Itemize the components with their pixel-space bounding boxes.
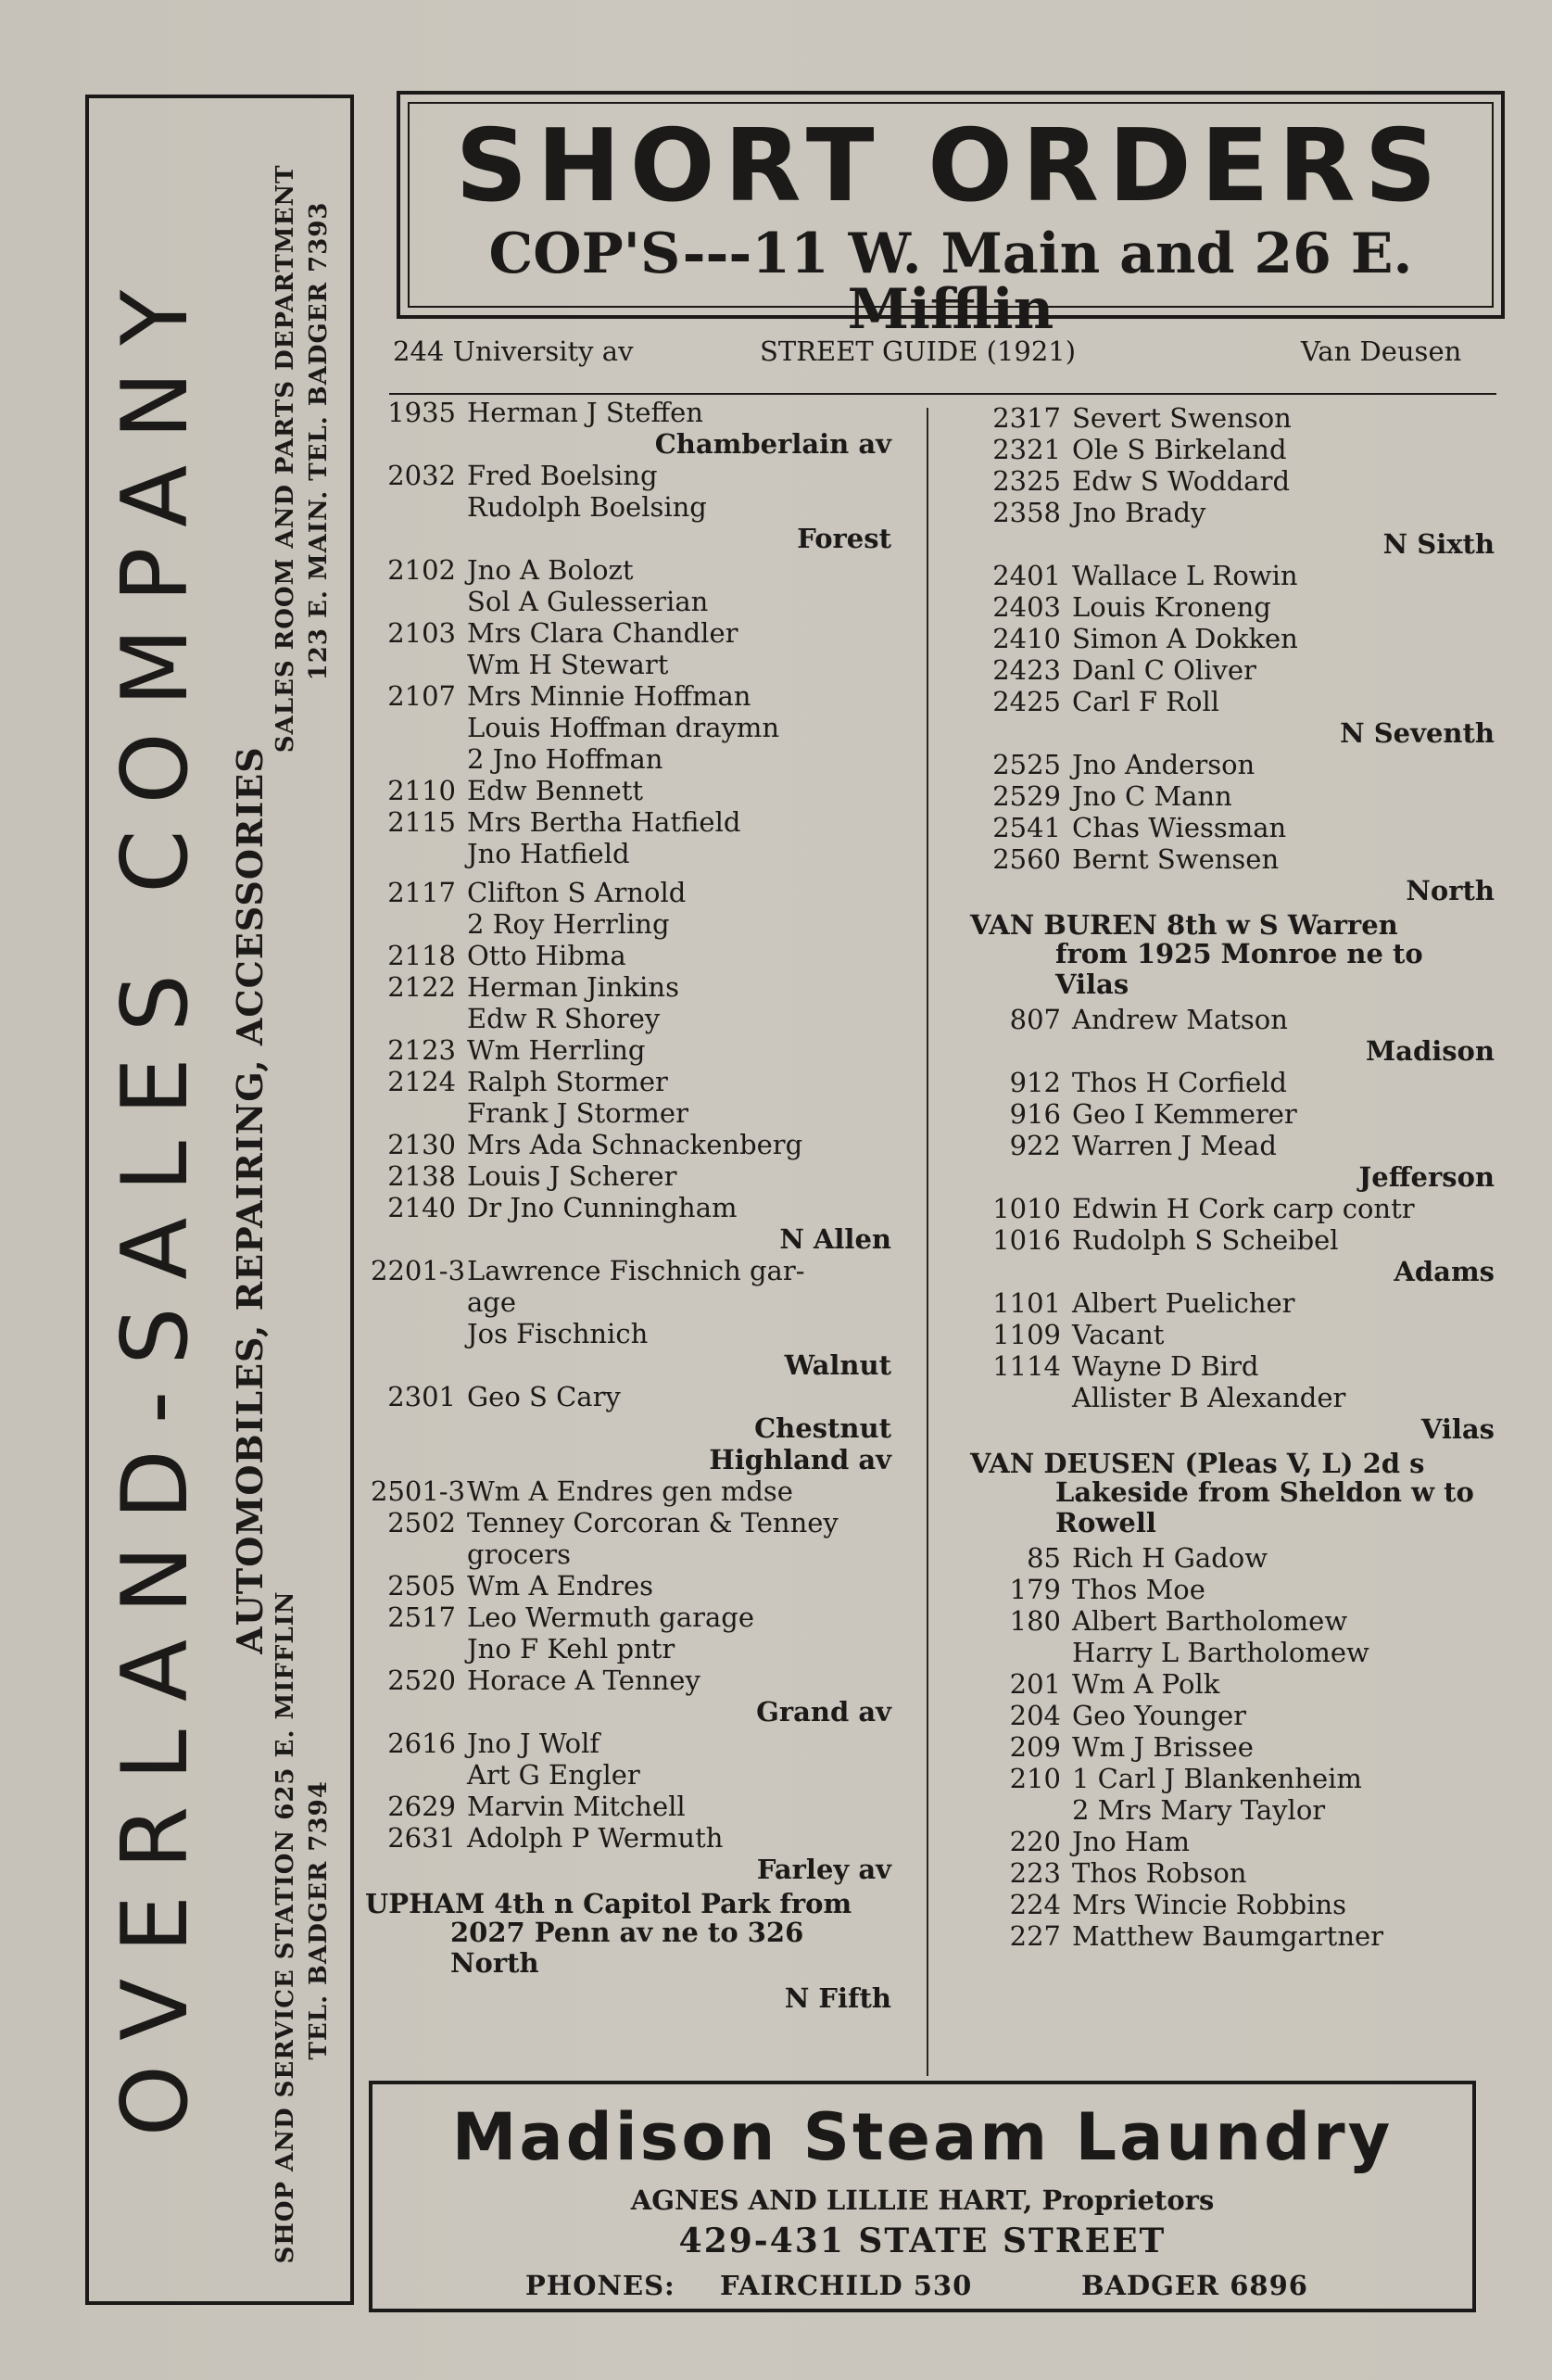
listing-entry: [371, 940, 891, 971]
resident-name: Chas Wiessman: [1072, 812, 1287, 843]
house-number: 1016: [992, 1224, 1061, 1256]
listing-entry: [976, 1889, 1495, 1920]
listing-entry: [371, 1286, 891, 1318]
listing-entry: [976, 1857, 1495, 1889]
resident-name: Wm J Brissee: [1072, 1731, 1254, 1763]
house-number: 2317: [992, 402, 1061, 434]
resident-name: Lawrence Fischnich gar-: [467, 1255, 805, 1286]
resident-name: Horace A Tenney: [467, 1665, 700, 1696]
listing-entry: [371, 1570, 891, 1601]
house-number: 2358: [992, 497, 1061, 528]
house-number: 2123: [387, 1034, 456, 1066]
street-heading: [970, 1448, 1495, 1538]
listing-entry: [976, 1193, 1495, 1224]
house-number: 2032: [387, 460, 456, 491]
house-number: 2401: [992, 560, 1061, 591]
resident-name: Jno C Mann: [1072, 780, 1232, 812]
resident-name: grocers: [467, 1538, 572, 1570]
resident-name: Rudolph Boelsing: [467, 491, 707, 523]
listing-entry: [371, 1665, 891, 1696]
listing-entry: [371, 397, 891, 428]
resident-name: Louis J Scherer: [467, 1160, 677, 1192]
house-number: 2301: [387, 1381, 456, 1412]
house-number: 209: [1009, 1731, 1061, 1763]
house-number: 2517: [387, 1601, 456, 1633]
laundry-address: 429-431 STATE STREET: [678, 2222, 1167, 2260]
listing-entry: [976, 1763, 1495, 1794]
listing-entry: [371, 971, 891, 1003]
resident-name: Carl F Roll: [1072, 686, 1220, 717]
resident-name: Sol A Gulesserian: [467, 586, 709, 617]
listing-entry: [976, 1542, 1495, 1574]
house-number: 179: [1009, 1574, 1061, 1605]
resident-name: Herman J Steffen: [467, 397, 703, 428]
house-number: 85: [1027, 1542, 1061, 1574]
phone-badger: BADGER 6896: [1081, 2270, 1308, 2301]
phones-label: PHONES:: [525, 2270, 675, 2301]
resident-name: Ralph Stormer: [467, 1066, 668, 1097]
resident-name: Wm H Stewart: [467, 649, 669, 680]
house-number: 2505: [387, 1570, 456, 1601]
house-number: 2502: [387, 1507, 456, 1538]
cross-street: Farley av: [756, 1854, 891, 1885]
listing-entry: [976, 749, 1495, 780]
resident-name: Jno Ham: [1072, 1826, 1191, 1857]
resident-name: Frank J Stormer: [467, 1097, 688, 1129]
listing-entry: [371, 838, 891, 869]
resident-name: Jos Fischnich: [467, 1318, 649, 1349]
phone-fairchild: FAIRCHILD 530: [720, 2270, 973, 2301]
house-number: 807: [1009, 1004, 1061, 1035]
resident-name: Andrew Matson: [1072, 1004, 1288, 1035]
listing-entry: [371, 680, 891, 712]
listing-entry: [976, 560, 1495, 591]
listing-entry: [371, 775, 891, 806]
listing-entry: [976, 1700, 1495, 1731]
listing-entry: [976, 591, 1495, 623]
street-heading: [970, 909, 1495, 1000]
listing-entry: [371, 554, 891, 586]
listing-entry: [371, 1160, 891, 1192]
house-number: 1114: [992, 1350, 1061, 1382]
resident-name: Tenney Corcoran & Tenney: [467, 1507, 839, 1538]
house-number: 201: [1009, 1668, 1061, 1700]
house-number: 2138: [387, 1160, 456, 1192]
resident-name: Clifton S Arnold: [467, 877, 687, 908]
resident-name: Ole S Birkeland: [1072, 434, 1287, 465]
listing-entry: [371, 1633, 891, 1665]
running-header-right: Van Deusen: [1301, 335, 1462, 367]
resident-name: Mrs Wincie Robbins: [1072, 1889, 1347, 1920]
cross-street: N Seventh: [1340, 717, 1495, 749]
listing-entry: [976, 402, 1495, 434]
listing-entry: [976, 1067, 1495, 1098]
street-heading-continuation: Lakeside from Sheldon w to Rowell: [1055, 1476, 1474, 1538]
house-number: 2403: [992, 591, 1061, 623]
house-number: 912: [1009, 1067, 1061, 1098]
resident-name: Vacant: [1072, 1319, 1165, 1350]
house-number: 1010: [992, 1193, 1061, 1224]
street-heading-continuation: 2027 Penn av ne to 326 North: [450, 1917, 804, 1979]
resident-name: Danl C Oliver: [1072, 654, 1256, 686]
listing-entry: [976, 1287, 1495, 1319]
house-number: 2541: [992, 812, 1061, 843]
listing-entry: [976, 1920, 1495, 1952]
listing-entry: [371, 586, 891, 617]
resident-name: Matthew Baumgartner: [1072, 1920, 1384, 1952]
resident-name: Jno A Bolozt: [467, 554, 634, 586]
cross-street: N Sixth: [1382, 528, 1495, 560]
listing-entry: [371, 1097, 891, 1129]
resident-name: Art G Engler: [467, 1759, 640, 1791]
resident-name: Rudolph S Scheibel: [1072, 1224, 1339, 1256]
house-number: 180: [1009, 1605, 1061, 1637]
listing-entry: [976, 686, 1495, 717]
street-heading-continuation: from 1925 Monroe ne to Vilas: [1055, 938, 1423, 1000]
house-number: 2107: [387, 680, 456, 712]
side-ad-subtitle: AUTOMOBILES, REPAIRING, ACCESSORIES: [229, 745, 271, 1654]
resident-name: Dr Jno Cunningham: [467, 1192, 738, 1223]
resident-name: Warren J Mead: [1072, 1130, 1277, 1161]
listing-entry: [371, 877, 891, 908]
listing-entry: [371, 1822, 891, 1854]
listing-entry: [976, 1382, 1495, 1413]
house-number: 1109: [992, 1319, 1061, 1350]
listing-entry: [976, 1130, 1495, 1161]
column-divider: [927, 408, 928, 2076]
cross-street: Jefferson: [1358, 1161, 1495, 1193]
street-heading-line: VAN DEUSEN (Pleas V, L) 2d s: [970, 1448, 1425, 1479]
cross-street: Walnut: [784, 1349, 891, 1381]
resident-name: Bernt Swensen: [1072, 843, 1280, 875]
listing-entry: [371, 1255, 891, 1286]
listing-entry: [371, 908, 891, 940]
listing-entry: [976, 843, 1495, 875]
listing-entry: [976, 1826, 1495, 1857]
cross-street: Adams: [1394, 1256, 1495, 1287]
house-number: 2629: [387, 1791, 456, 1822]
resident-name: Thos Robson: [1072, 1857, 1247, 1889]
resident-name: Allister B Alexander: [1072, 1382, 1346, 1413]
short-orders-ad: [397, 91, 1505, 342]
listing-entry: [371, 1381, 891, 1412]
street-heading-line: UPHAM 4th n Capitol Park from: [365, 1888, 852, 1919]
house-number: 2321: [992, 434, 1061, 465]
listing-entry: [371, 1601, 891, 1633]
listing-entry: [976, 1605, 1495, 1637]
house-number: 2423: [992, 654, 1061, 686]
house-number: 2110: [387, 775, 456, 806]
resident-name: Wallace L Rowin: [1072, 560, 1298, 591]
resident-name: Severt Swenson: [1072, 402, 1292, 434]
house-number: 2117: [387, 877, 456, 908]
resident-name: Wayne D Bird: [1072, 1350, 1259, 1382]
resident-name: Geo Younger: [1072, 1700, 1247, 1731]
listing-column-right: [970, 402, 1495, 1952]
resident-name: Thos Moe: [1072, 1574, 1205, 1605]
resident-name: Albert Puelicher: [1072, 1287, 1295, 1319]
house-number: 2102: [387, 554, 456, 586]
resident-name: Edw R Shorey: [467, 1003, 661, 1034]
cross-street: Chamberlain av: [654, 428, 891, 460]
listing-entry: [976, 1224, 1495, 1256]
resident-name: Jno F Kehl pntr: [467, 1633, 675, 1665]
short-orders-title: SHORT ORDERS: [455, 108, 1446, 224]
side-ad-sales-line: SALES ROOM AND PARTS DEPARTMENT: [271, 164, 299, 753]
resident-name: Mrs Clara Chandler: [467, 617, 738, 649]
house-number: 1935: [387, 397, 456, 428]
listing-entry: [976, 654, 1495, 686]
house-number: 204: [1009, 1700, 1061, 1731]
listing-entry: [976, 1004, 1495, 1035]
listing-entry: [976, 1637, 1495, 1668]
cross-street: Forest: [797, 523, 891, 554]
house-number: 2631: [387, 1822, 456, 1854]
resident-name: 2 Mrs Mary Taylor: [1072, 1794, 1326, 1826]
short-orders-ad-frame: [408, 102, 1494, 342]
house-number: 2425: [992, 686, 1061, 717]
listing-entry: [371, 1791, 891, 1822]
resident-name: Geo I Kemmerer: [1072, 1098, 1297, 1130]
listing-entry: [371, 649, 891, 680]
listing-entry: [976, 623, 1495, 654]
resident-name: Wm A Endres gen mdse: [467, 1475, 793, 1507]
house-number: 2560: [992, 843, 1061, 875]
resident-name: Simon A Dokken: [1072, 623, 1298, 654]
cross-street: Chestnut: [754, 1412, 891, 1444]
listing-entry: [976, 1319, 1495, 1350]
resident-name: Mrs Bertha Hatfield: [467, 806, 741, 838]
house-number: 220: [1009, 1826, 1061, 1857]
resident-name: Thos H Corfield: [1072, 1067, 1287, 1098]
listing-entry: [976, 780, 1495, 812]
house-number: 2616: [387, 1728, 456, 1759]
overland-sales-ad-text: [90, 99, 349, 2300]
listing-entry: [371, 1475, 891, 1507]
resident-name: Jno Brady: [1072, 497, 1206, 528]
listing-entry: [976, 1731, 1495, 1763]
side-ad-sales-phone: 123 E. MAIN. TEL. BADGER 7393: [305, 201, 333, 680]
listing-entry: [976, 497, 1495, 528]
resident-name: 2 Roy Herrling: [467, 908, 670, 940]
listing-entry: [371, 1538, 891, 1570]
cross-street: Vilas: [1420, 1413, 1495, 1445]
listing-entry: [371, 460, 891, 491]
laundry-proprietors: AGNES AND LILLIE HART, Proprietors: [630, 2184, 1215, 2216]
listing-entry: [976, 465, 1495, 497]
house-number: 922: [1009, 1130, 1061, 1161]
resident-name: Harry L Bartholomew: [1072, 1637, 1369, 1668]
resident-name: Herman Jinkins: [467, 971, 679, 1003]
madison-steam-laundry-ad: [369, 2081, 1476, 2312]
listing-entry: [371, 491, 891, 523]
resident-name: Jno J Wolf: [467, 1728, 600, 1759]
resident-name: Louis Kroneng: [1072, 591, 1271, 623]
listing-entry: [371, 1066, 891, 1097]
running-header-left: 244 University av: [393, 335, 634, 367]
listing-entry: [371, 712, 891, 743]
resident-name: Wm A Endres: [467, 1570, 654, 1601]
resident-name: Albert Bartholomew: [1072, 1605, 1348, 1637]
overland-sales-ad: [85, 95, 354, 2305]
listing-entry: [976, 1794, 1495, 1826]
cross-street: N Allen: [779, 1223, 891, 1255]
resident-name: 2 Jno Hoffman: [467, 743, 663, 775]
resident-name: Otto Hibma: [467, 940, 626, 971]
resident-name: 1 Carl J Blankenheim: [1072, 1763, 1362, 1794]
side-ad-title: OVERLAND-SALES COMPANY: [103, 263, 208, 2136]
house-number: 2325: [992, 465, 1061, 497]
house-number: 210: [1009, 1763, 1061, 1794]
side-ad-shop-phone: TEL. BADGER 7394: [305, 1779, 333, 2059]
listing-entry: [371, 743, 891, 775]
cross-street: North: [1406, 875, 1495, 906]
resident-name: Edw Bennett: [467, 775, 644, 806]
resident-name: Adolph P Wermuth: [467, 1822, 724, 1854]
spacer: [371, 869, 891, 877]
house-number: 2130: [387, 1129, 456, 1160]
laundry-title: Madison Steam Laundry: [451, 2099, 1394, 2175]
resident-name: Marvin Mitchell: [467, 1791, 686, 1822]
listing-entry: [371, 617, 891, 649]
house-number: 2118: [387, 940, 456, 971]
resident-name: Wm A Polk: [1072, 1668, 1220, 1700]
house-number: 2140: [387, 1192, 456, 1223]
listing-entry: [371, 1759, 891, 1791]
listing-entry: [976, 812, 1495, 843]
listing-entry: [371, 1129, 891, 1160]
house-number: 2501-3: [371, 1475, 466, 1507]
house-number: 2103: [387, 617, 456, 649]
resident-name: Mrs Minnie Hoffman: [467, 680, 751, 712]
short-orders-subtitle: COP'S---11 W. Main and 26 E. Mifflin: [488, 222, 1413, 342]
house-number: 2115: [387, 806, 456, 838]
cross-street: Madison: [1366, 1035, 1495, 1067]
side-ad-shop-line: SHOP AND SERVICE STATION 625 E. MIFFLIN: [271, 1589, 299, 2263]
listing-entry: [976, 1098, 1495, 1130]
house-number: 2520: [387, 1665, 456, 1696]
listing-entry: [371, 1318, 891, 1349]
listing-entry: [976, 1574, 1495, 1605]
house-number: 2525: [992, 749, 1061, 780]
resident-name: Leo Wermuth garage: [467, 1601, 755, 1633]
resident-name: Wm Herrling: [467, 1034, 646, 1066]
listing-entry: [371, 1728, 891, 1759]
resident-name: Mrs Ada Schnackenberg: [467, 1129, 803, 1160]
resident-name: Geo S Cary: [467, 1381, 621, 1412]
resident-name: Jno Anderson: [1072, 749, 1255, 780]
listing-column-left: [365, 397, 891, 2014]
street-heading-line: VAN BUREN 8th w S Warren: [970, 909, 1398, 941]
listing-entry: [976, 1350, 1495, 1382]
house-number: 2201-3: [371, 1255, 466, 1286]
house-number: 2122: [387, 971, 456, 1003]
house-number: 223: [1009, 1857, 1061, 1889]
resident-name: Fred Boelsing: [467, 460, 658, 491]
house-number: 2124: [387, 1066, 456, 1097]
resident-name: Edwin H Cork carp contr: [1072, 1193, 1415, 1224]
running-header-center: STREET GUIDE (1921): [760, 335, 1077, 367]
cross-street: N Fifth: [784, 1982, 891, 2014]
resident-name: age: [467, 1286, 517, 1318]
cross-street: Grand av: [756, 1696, 891, 1728]
house-number: 224: [1009, 1889, 1061, 1920]
street-heading: [365, 1888, 891, 1979]
listing-entry: [371, 1003, 891, 1034]
resident-name: Louis Hoffman draymn: [467, 712, 780, 743]
listing-entry: [371, 1034, 891, 1066]
header-rule: [389, 393, 1496, 395]
house-number: 1101: [992, 1287, 1061, 1319]
listing-entry: [371, 1507, 891, 1538]
resident-name: Rich H Gadow: [1072, 1542, 1268, 1574]
listing-entry: [976, 1668, 1495, 1700]
house-number: 916: [1009, 1098, 1061, 1130]
resident-name: Edw S Woddard: [1072, 465, 1291, 497]
house-number: 227: [1009, 1920, 1061, 1952]
house-number: 2410: [992, 623, 1061, 654]
listing-entry: [371, 806, 891, 838]
cross-street: Highland av: [709, 1444, 891, 1475]
listing-entry: [976, 434, 1495, 465]
house-number: 2529: [992, 780, 1061, 812]
resident-name: Jno Hatfield: [467, 838, 630, 869]
listing-entry: [371, 1192, 891, 1223]
